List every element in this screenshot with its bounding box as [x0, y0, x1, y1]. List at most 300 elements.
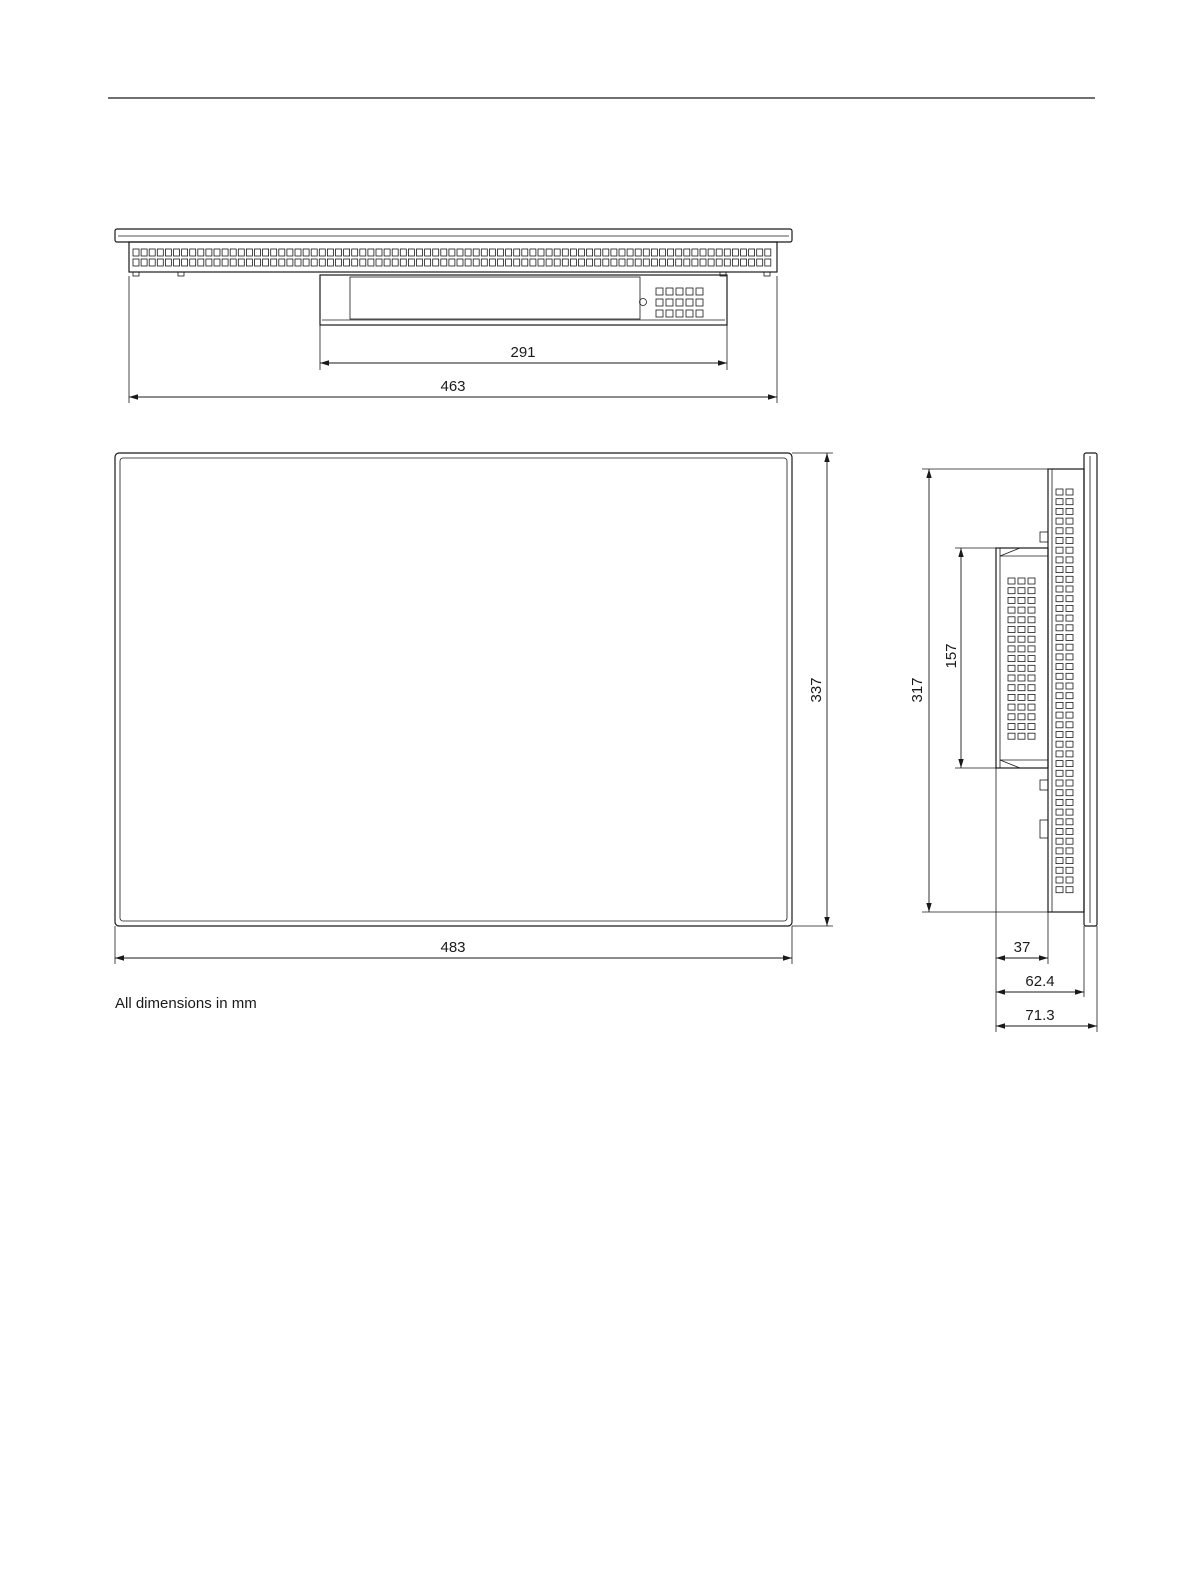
vent-slot	[668, 259, 674, 266]
vent-slot	[198, 259, 204, 266]
vent-slot	[1056, 722, 1063, 728]
vent-slot	[263, 249, 269, 256]
vent-slot	[141, 249, 147, 256]
vent-slot	[1008, 733, 1015, 739]
vent-slot	[676, 249, 682, 256]
vent-slot	[433, 259, 439, 266]
dimension-label-483: 483	[440, 939, 466, 956]
vent-slot	[506, 249, 512, 256]
side-view	[909, 453, 1097, 1032]
vent-slot	[676, 259, 682, 266]
vent-slot	[530, 259, 536, 266]
vent-slot	[1028, 714, 1035, 720]
dimension-label-37: 37	[1013, 939, 1031, 956]
vent-slot	[696, 310, 703, 317]
vent-slot	[1028, 724, 1035, 730]
vent-slot	[133, 249, 139, 256]
vent-slot	[1028, 627, 1035, 633]
top-view-rear-box	[320, 275, 727, 325]
vent-slot	[1066, 887, 1073, 893]
vent-slot	[522, 259, 528, 266]
vent-slot	[716, 249, 722, 256]
vent-slot	[1066, 790, 1073, 796]
vent-slot	[295, 259, 301, 266]
vent-slot	[457, 259, 463, 266]
vent-slot	[1066, 557, 1073, 563]
dimension-label-291: 291	[510, 344, 536, 361]
vent-slot	[643, 249, 649, 256]
vent-slot	[319, 259, 325, 266]
vent-slot	[230, 259, 236, 266]
vent-slot	[190, 259, 196, 266]
vent-slot	[1056, 596, 1063, 602]
vent-slot	[1056, 615, 1063, 621]
vent-slot	[700, 249, 706, 256]
vent-slot	[1056, 518, 1063, 524]
vent-slot	[1056, 741, 1063, 747]
vent-slot	[1056, 712, 1063, 718]
vent-slot	[1066, 858, 1073, 864]
vent-slot	[1018, 665, 1025, 671]
vent-slot	[222, 249, 228, 256]
vent-slot	[666, 310, 673, 317]
vent-slot	[1056, 751, 1063, 757]
vent-slot	[498, 259, 504, 266]
vent-slot	[1008, 714, 1015, 720]
vent-slot	[1056, 858, 1063, 864]
vent-slot	[1056, 799, 1063, 805]
vent-slot	[749, 259, 755, 266]
vent-slot	[1066, 576, 1073, 582]
vent-slot	[1056, 780, 1063, 786]
vent-slot	[530, 249, 536, 256]
vent-slot	[498, 249, 504, 256]
vent-slot	[635, 259, 641, 266]
vent-slot	[489, 249, 495, 256]
vent-slot	[1066, 508, 1073, 514]
vent-slot	[336, 249, 342, 256]
vent-slot	[1066, 867, 1073, 873]
vent-slot	[157, 249, 163, 256]
vent-slot	[182, 259, 188, 266]
vent-slot	[1018, 607, 1025, 613]
vent-slot	[206, 259, 212, 266]
vent-slot	[352, 259, 358, 266]
vent-slot	[1028, 656, 1035, 662]
vent-slot	[579, 259, 585, 266]
vent-slot	[400, 249, 406, 256]
vent-slot	[1066, 751, 1073, 757]
vent-slot	[1008, 627, 1015, 633]
vent-slot	[1066, 596, 1073, 602]
vent-slot	[749, 249, 755, 256]
vent-slot	[716, 259, 722, 266]
vent-slot	[1066, 499, 1073, 505]
vent-slot	[684, 249, 690, 256]
vent-slot	[141, 259, 147, 266]
vent-slot	[1056, 625, 1063, 631]
vent-slot	[368, 259, 374, 266]
vent-slot	[457, 249, 463, 256]
vent-slot	[708, 259, 714, 266]
vent-slot	[303, 249, 309, 256]
vent-slot	[1018, 646, 1025, 652]
vent-slot	[1028, 578, 1035, 584]
vent-slot	[1008, 665, 1015, 671]
vent-slot	[441, 249, 447, 256]
vent-slot	[757, 249, 763, 256]
vent-slot	[1066, 518, 1073, 524]
vent-slot	[1056, 683, 1063, 689]
vent-slot	[1008, 656, 1015, 662]
vent-slot	[1066, 780, 1073, 786]
vent-slot	[765, 259, 771, 266]
vent-slot	[635, 249, 641, 256]
vent-slot	[686, 299, 693, 306]
top-view	[115, 229, 792, 403]
vent-slot	[1028, 704, 1035, 710]
vent-slot	[692, 249, 698, 256]
vent-slot	[473, 249, 479, 256]
vent-slot	[676, 310, 683, 317]
vent-slot	[1028, 588, 1035, 594]
side-view-rear-box	[996, 548, 1048, 768]
vent-slot	[1018, 675, 1025, 681]
vent-slot	[1028, 646, 1035, 652]
vent-slot	[417, 259, 423, 266]
vent-slot	[1056, 576, 1063, 582]
units-note: All dimensions in mm	[115, 995, 257, 1012]
vent-slot	[246, 259, 252, 266]
vent-slot	[741, 259, 747, 266]
vent-slot	[465, 249, 471, 256]
vent-slot	[1066, 819, 1073, 825]
vent-slot	[1056, 732, 1063, 738]
vent-slot	[1066, 770, 1073, 776]
vent-slot	[668, 249, 674, 256]
vent-slot	[651, 249, 657, 256]
dimension-label-317: 317	[909, 677, 926, 703]
vent-slot	[165, 259, 171, 266]
vent-slot	[1066, 838, 1073, 844]
vent-slot	[1008, 617, 1015, 623]
vent-slot	[696, 288, 703, 295]
vent-slot	[656, 299, 663, 306]
side-view-housing	[1048, 469, 1084, 912]
vent-slot	[676, 299, 683, 306]
vent-slot	[562, 259, 568, 266]
vent-slot	[344, 259, 350, 266]
vent-slot	[506, 259, 512, 266]
vent-slot	[392, 259, 398, 266]
vent-slot	[1008, 588, 1015, 594]
vent-slot	[214, 249, 220, 256]
vent-slot	[514, 249, 520, 256]
vent-slot	[700, 259, 706, 266]
vent-slot	[481, 249, 487, 256]
vent-slot	[732, 249, 738, 256]
vent-slot	[656, 288, 663, 295]
vent-slot	[562, 249, 568, 256]
vent-slot	[1066, 528, 1073, 534]
vent-slot	[546, 259, 552, 266]
vent-slot	[319, 249, 325, 256]
vent-slot	[1066, 605, 1073, 611]
vent-slot	[1018, 714, 1025, 720]
vent-slot	[1056, 538, 1063, 544]
vent-slot	[384, 259, 390, 266]
vent-slot	[1028, 733, 1035, 739]
vent-slot	[1056, 819, 1063, 825]
vent-slot	[287, 249, 293, 256]
vent-slot	[603, 259, 609, 266]
vent-slot	[174, 249, 180, 256]
vent-slot	[255, 249, 261, 256]
vent-slot	[1008, 694, 1015, 700]
vent-slot	[336, 259, 342, 266]
vent-slot	[1056, 702, 1063, 708]
vent-slot	[1056, 586, 1063, 592]
vent-slot	[1056, 635, 1063, 641]
vent-slot	[546, 249, 552, 256]
vent-slot	[666, 288, 673, 295]
vent-slot	[1018, 597, 1025, 603]
vent-slot	[165, 249, 171, 256]
vent-slot	[570, 249, 576, 256]
vent-slot	[1028, 636, 1035, 642]
vent-slot	[473, 259, 479, 266]
vent-slot	[255, 259, 261, 266]
vent-slot	[1008, 724, 1015, 730]
vent-slot	[1066, 761, 1073, 767]
vent-slot	[1066, 732, 1073, 738]
vent-slot	[1066, 683, 1073, 689]
vent-slot	[627, 259, 633, 266]
vent-slot	[271, 259, 277, 266]
vent-slot	[1056, 887, 1063, 893]
vent-slot	[1008, 675, 1015, 681]
dimension-label-62-4: 62.4	[1025, 973, 1055, 990]
vent-slot	[554, 249, 560, 256]
vent-slot	[1066, 673, 1073, 679]
vent-slot	[441, 259, 447, 266]
vent-slot	[1028, 685, 1035, 691]
front-view-screen	[120, 458, 787, 921]
vent-slot	[522, 249, 528, 256]
front-view	[115, 453, 833, 964]
vent-slot	[1056, 654, 1063, 660]
vent-slot	[554, 259, 560, 266]
vent-slot	[238, 259, 244, 266]
vent-slot	[133, 259, 139, 266]
vent-slot	[757, 259, 763, 266]
vent-slot	[1018, 617, 1025, 623]
side-rear-box-vent-grid	[1008, 578, 1035, 739]
vent-slot	[1056, 867, 1063, 873]
vent-slot	[1066, 712, 1073, 718]
vent-slot	[765, 249, 771, 256]
side-view-vent-grid	[1056, 489, 1073, 893]
vent-slot	[1056, 829, 1063, 835]
dimension-label-71-3: 71.3	[1025, 1007, 1055, 1024]
dimension-label-463: 463	[440, 378, 466, 395]
vent-slot	[1018, 588, 1025, 594]
vent-slot	[311, 249, 317, 256]
vent-slot	[352, 249, 358, 256]
vent-slot	[1018, 636, 1025, 642]
vent-slot	[1056, 499, 1063, 505]
vent-slot	[1008, 704, 1015, 710]
vent-slot	[1056, 848, 1063, 854]
vent-slot	[619, 259, 625, 266]
vent-slot	[287, 259, 293, 266]
vent-slot	[595, 259, 601, 266]
vent-slot	[684, 259, 690, 266]
vent-slot	[279, 259, 285, 266]
vent-slot	[587, 249, 593, 256]
vent-slot	[1066, 567, 1073, 573]
vent-slot	[627, 249, 633, 256]
vent-slot	[1066, 702, 1073, 708]
vent-slot	[1066, 625, 1073, 631]
vent-slot	[1028, 617, 1035, 623]
vent-slot	[1056, 838, 1063, 844]
vent-slot	[190, 249, 196, 256]
vent-slot	[279, 249, 285, 256]
vent-slot	[1066, 615, 1073, 621]
vent-slot	[1056, 605, 1063, 611]
vent-slot	[1028, 597, 1035, 603]
vent-slot	[481, 259, 487, 266]
vent-slot	[1018, 733, 1025, 739]
vent-slot	[603, 249, 609, 256]
vent-slot	[611, 259, 617, 266]
dimension-label-157: 157	[943, 643, 960, 669]
vent-slot	[1056, 693, 1063, 699]
vent-slot	[1028, 694, 1035, 700]
vent-slot	[157, 259, 163, 266]
vent-slot	[214, 259, 220, 266]
vent-slot	[692, 259, 698, 266]
vent-slot	[1066, 644, 1073, 650]
vent-slot	[1066, 538, 1073, 544]
top-view-front-bezel	[115, 229, 792, 242]
vent-slot	[708, 249, 714, 256]
vent-slot	[149, 259, 155, 266]
vent-slot	[660, 259, 666, 266]
vent-slot	[1008, 578, 1015, 584]
vent-slot	[1018, 627, 1025, 633]
vent-slot	[1056, 809, 1063, 815]
vent-slot	[1008, 636, 1015, 642]
vent-slot	[1056, 547, 1063, 553]
vent-slot	[1028, 665, 1035, 671]
vent-slot	[425, 249, 431, 256]
dimension-label-337: 337	[808, 677, 825, 703]
vent-slot	[417, 249, 423, 256]
vent-slot	[1008, 597, 1015, 603]
vent-slot	[570, 259, 576, 266]
vent-slot	[643, 259, 649, 266]
vent-slot	[1056, 644, 1063, 650]
vent-slot	[1066, 635, 1073, 641]
vent-slot	[656, 310, 663, 317]
vent-slot	[408, 259, 414, 266]
vent-slot	[384, 249, 390, 256]
vent-slot	[651, 259, 657, 266]
vent-slot	[400, 259, 406, 266]
front-view-bezel	[115, 453, 792, 926]
vent-slot	[327, 259, 333, 266]
vent-slot	[425, 259, 431, 266]
vent-slot	[696, 299, 703, 306]
vent-slot	[724, 249, 730, 256]
vent-slot	[686, 310, 693, 317]
vent-slot	[263, 259, 269, 266]
vent-slot	[295, 249, 301, 256]
vent-slot	[538, 249, 544, 256]
vent-slot	[368, 249, 374, 256]
vent-slot	[222, 259, 228, 266]
vent-slot	[1018, 578, 1025, 584]
vent-slot	[238, 249, 244, 256]
vent-slot	[579, 249, 585, 256]
vent-slot	[1028, 607, 1035, 613]
vent-slot	[1056, 790, 1063, 796]
vent-slot	[360, 249, 366, 256]
vent-slot	[489, 259, 495, 266]
vent-slot	[149, 249, 155, 256]
vent-slot	[1056, 508, 1063, 514]
vent-slot	[1028, 675, 1035, 681]
vent-slot	[344, 249, 350, 256]
vent-slot	[741, 249, 747, 256]
vent-slot	[449, 259, 455, 266]
vent-slot	[174, 259, 180, 266]
vent-slot	[1066, 722, 1073, 728]
vent-slot	[1066, 654, 1073, 660]
vent-slot	[376, 249, 382, 256]
vent-slot	[1056, 664, 1063, 670]
vent-slot	[246, 249, 252, 256]
vent-slot	[206, 249, 212, 256]
vent-slot	[732, 259, 738, 266]
vent-slot	[1056, 770, 1063, 776]
vent-slot	[1056, 557, 1063, 563]
vent-slot	[408, 249, 414, 256]
vent-slot	[433, 249, 439, 256]
vent-slot	[1018, 656, 1025, 662]
vent-slot	[676, 288, 683, 295]
vent-slot	[1066, 848, 1073, 854]
vent-slot	[611, 249, 617, 256]
vent-slot	[1066, 799, 1073, 805]
vent-slot	[230, 249, 236, 256]
vent-slot	[198, 249, 204, 256]
vent-slot	[1066, 741, 1073, 747]
vent-slot	[1066, 693, 1073, 699]
vent-slot	[1066, 829, 1073, 835]
top-view-housing	[129, 242, 777, 272]
vent-slot	[1056, 761, 1063, 767]
vent-slot	[538, 259, 544, 266]
top-view-vent-grid	[133, 249, 771, 266]
vent-slot	[1056, 528, 1063, 534]
vent-slot	[1018, 694, 1025, 700]
vent-slot	[1056, 673, 1063, 679]
vent-slot	[303, 259, 309, 266]
vent-slot	[449, 249, 455, 256]
